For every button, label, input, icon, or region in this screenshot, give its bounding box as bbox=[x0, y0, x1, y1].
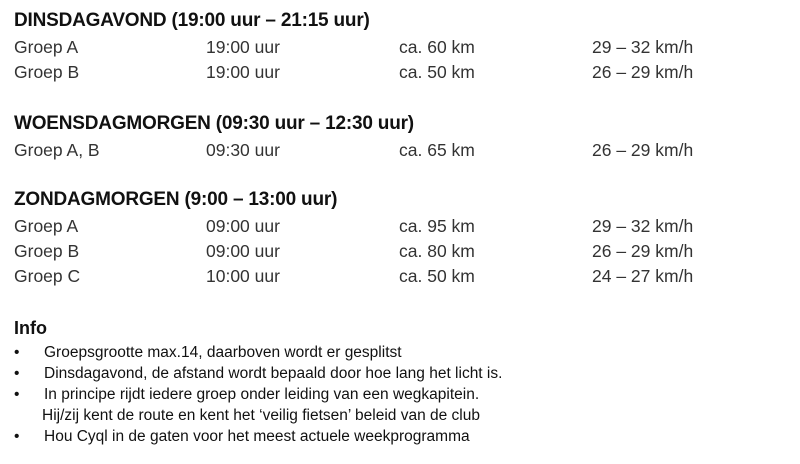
distance: ca. 50 km bbox=[399, 266, 475, 286]
distance: ca. 65 km bbox=[399, 140, 475, 160]
distance: ca. 95 km bbox=[399, 216, 475, 236]
schedule-row bbox=[0, 216, 800, 238]
bullet-icon: • bbox=[14, 386, 20, 403]
start-time: 19:00 uur bbox=[206, 62, 280, 82]
speed-range: 24 – 27 km/h bbox=[592, 266, 694, 286]
section-heading: DINSDAGAVOND (19:00 uur – 21:15 uur) bbox=[14, 10, 370, 31]
list-item bbox=[14, 342, 794, 363]
info-title: Info bbox=[14, 318, 47, 338]
speed-range: 26 – 29 km/h bbox=[592, 62, 694, 82]
group-name: Groep B bbox=[14, 62, 80, 82]
list-item bbox=[14, 426, 794, 447]
schedule-row bbox=[0, 266, 800, 288]
schedule-row bbox=[0, 62, 800, 84]
section-heading: ZONDAGMORGEN (9:00 – 13:00 uur) bbox=[14, 189, 338, 210]
distance: ca. 50 km bbox=[399, 62, 475, 82]
group-name: Groep B bbox=[14, 241, 80, 261]
list-item-continuation bbox=[14, 405, 794, 426]
info-text: Dinsdagavond, de afstand wordt bepaald door hoe lang het licht is. bbox=[44, 365, 503, 382]
list-item bbox=[14, 363, 794, 384]
start-time: 09:30 uur bbox=[206, 140, 280, 160]
info-text: In principe rijdt iedere groep onder leiding van een wegkapitein. bbox=[44, 386, 480, 403]
distance: ca. 80 km bbox=[399, 241, 475, 261]
speed-range: 29 – 32 km/h bbox=[592, 216, 694, 236]
section-heading: WOENSDAGMORGEN (09:30 uur – 12:30 uur) bbox=[14, 113, 414, 134]
speed-range: 26 – 29 km/h bbox=[592, 241, 694, 261]
start-time: 19:00 uur bbox=[206, 37, 280, 57]
speed-range: 26 – 29 km/h bbox=[592, 140, 694, 160]
group-name: Groep A, B bbox=[14, 140, 100, 160]
info-list bbox=[14, 342, 794, 447]
speed-range: 29 – 32 km/h bbox=[592, 37, 694, 57]
schedule-row bbox=[0, 241, 800, 263]
schedule-row bbox=[0, 140, 800, 162]
group-name: Groep C bbox=[14, 266, 81, 286]
start-time: 10:00 uur bbox=[206, 266, 280, 286]
group-name: Groep A bbox=[14, 37, 79, 57]
info-text: Groepsgrootte max.14, daarboven wordt er gesplitst bbox=[44, 344, 402, 361]
bullet-icon: • bbox=[14, 344, 20, 361]
bullet-icon: • bbox=[14, 365, 20, 382]
distance: ca. 60 km bbox=[399, 37, 475, 57]
list-item bbox=[14, 384, 794, 405]
bullet-icon: • bbox=[14, 428, 20, 445]
info-text: Hou Cyql in de gaten voor het meest actuele weekprogramma bbox=[44, 428, 470, 445]
group-name: Groep A bbox=[14, 216, 79, 236]
info-text: Hij/zij kent de route en kent het ‘veilig fietsen’ beleid van de club bbox=[42, 407, 480, 424]
schedule-row bbox=[0, 37, 800, 59]
start-time: 09:00 uur bbox=[206, 241, 280, 261]
start-time: 09:00 uur bbox=[206, 216, 280, 236]
